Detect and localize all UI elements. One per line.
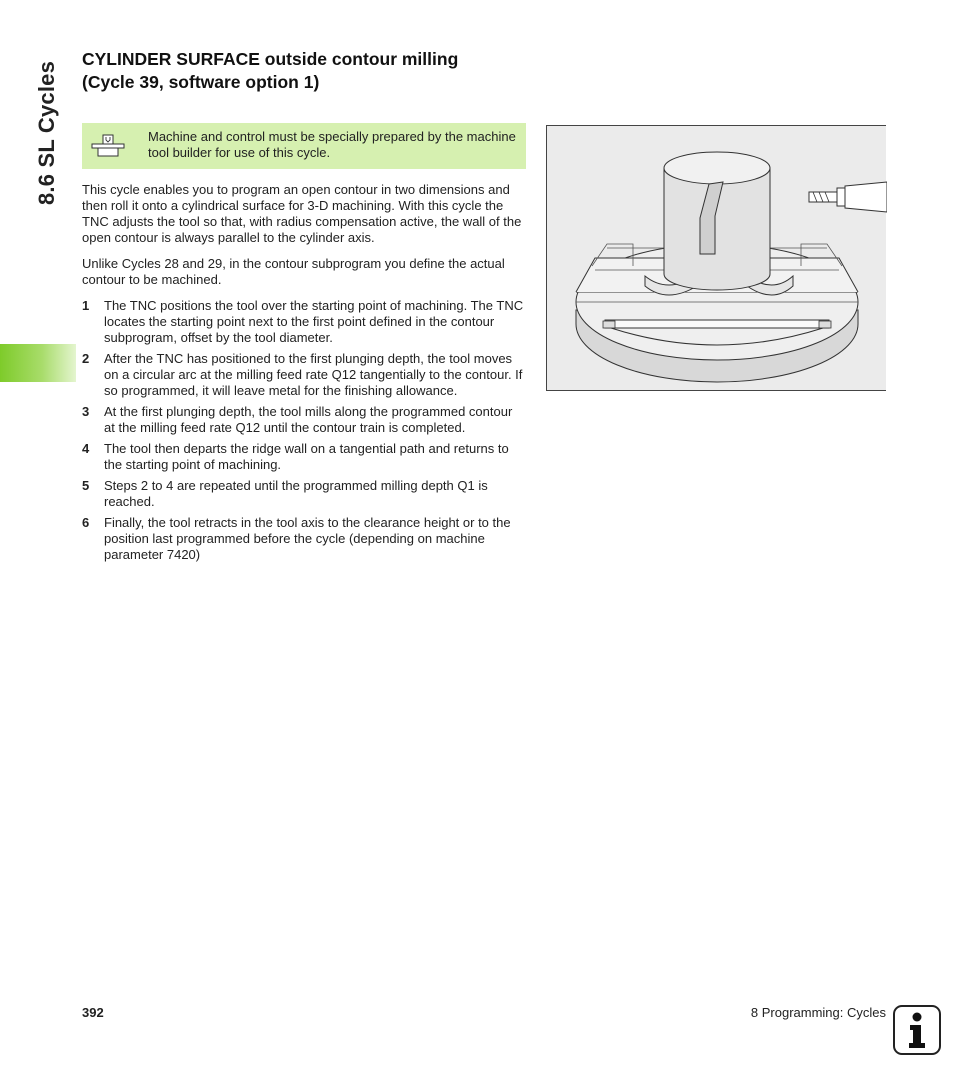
cylinder-milling-illustration bbox=[546, 125, 886, 391]
list-item bbox=[82, 298, 526, 346]
step-text: The TNC positions the tool over the starting point of machining. The TNC locates the starting point next to the first point defined in the contour subprogram, offset by the tool diameter. bbox=[104, 298, 524, 345]
steps-list bbox=[82, 298, 526, 563]
cylinder-on-rotary-table-drawing bbox=[547, 126, 887, 392]
step-number: 1 bbox=[82, 298, 90, 313]
step-number: 2 bbox=[82, 351, 90, 366]
list-item bbox=[82, 478, 526, 510]
heading-line-2: (Cycle 39, software option 1) bbox=[82, 72, 320, 92]
heading-line-1: CYLINDER SURFACE outside contour milling bbox=[82, 49, 459, 69]
machine-icon bbox=[90, 131, 126, 161]
step-number: 3 bbox=[82, 404, 90, 419]
machine-note bbox=[82, 123, 526, 169]
list-item bbox=[82, 404, 526, 436]
section-tab-marker bbox=[0, 344, 76, 382]
info-icon bbox=[893, 1005, 941, 1055]
step-text: After the TNC has positioned to the first plunging depth, the tool moves on a circular arc at the milling feed rate Q12 tangentially to the contour. If so programmed, it will leave metal for the finishing allowance. bbox=[104, 351, 523, 398]
section-title-text: 8.6 SL Cycles bbox=[34, 60, 60, 205]
step-text: Steps 2 to 4 are repeated until the programmed milling depth Q1 is reached. bbox=[104, 478, 488, 509]
step-number: 6 bbox=[82, 515, 90, 530]
page-number: 392 bbox=[82, 1005, 104, 1020]
list-item bbox=[82, 351, 526, 399]
section-title-vertical bbox=[30, 50, 64, 215]
step-number: 5 bbox=[82, 478, 90, 493]
paragraph: Unlike Cycles 28 and 29, in the contour subprogram you define the actual contour to be machined. bbox=[82, 256, 505, 287]
list-item bbox=[82, 441, 526, 473]
paragraph: This cycle enables you to program an open contour in two dimensions and then roll it onto a cylindrical surface for 3-D machining. With this cycle the TNC adjusts the tool so that, with radius compensation active, the wall of the open contour is always parallel to the cylinder axis. bbox=[82, 182, 522, 245]
note-text: Machine and control must be specially prepared by the machine tool builder for use of this cycle. bbox=[148, 129, 516, 160]
step-number: 4 bbox=[82, 441, 90, 456]
body-content bbox=[82, 182, 526, 568]
list-item bbox=[82, 515, 526, 563]
step-text: At the first plunging depth, the tool mills along the programmed contour at the milling feed rate Q12 until the contour train is completed. bbox=[104, 404, 513, 435]
step-text: The tool then departs the ridge wall on a tangential path and returns to the starting point of machining. bbox=[104, 441, 509, 472]
step-text: Finally, the tool retracts in the tool axis to the clearance height or to the position last programmed before the cycle (depending on machine parameter 7420) bbox=[104, 515, 511, 562]
chapter-label: 8 Programming: Cycles bbox=[750, 1005, 886, 1020]
page-heading bbox=[82, 48, 542, 94]
